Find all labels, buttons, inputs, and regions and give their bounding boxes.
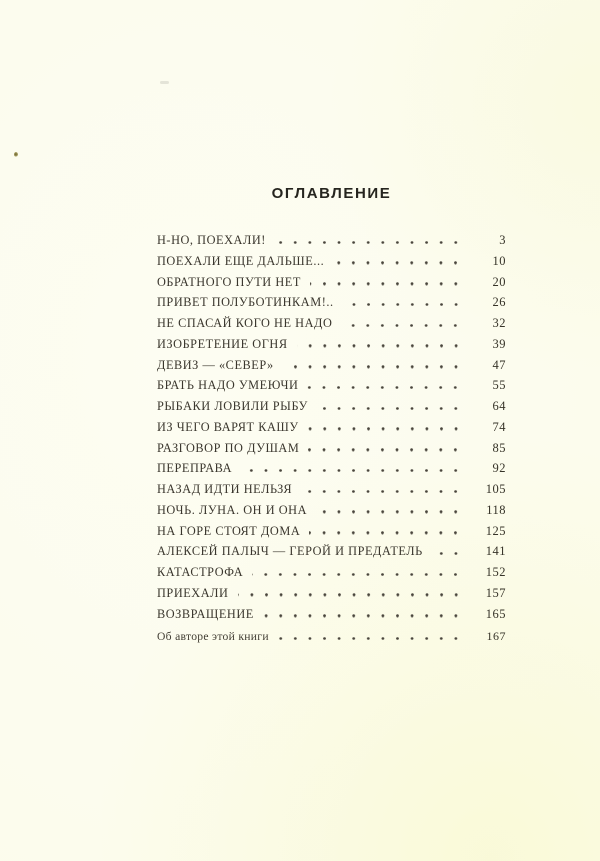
toc-entry: [157, 378, 506, 399]
toc-entry: [157, 544, 506, 565]
toc-entry-page: 165: [485, 606, 506, 621]
page-title: ОГЛАВЛЕНИЕ: [271, 185, 392, 202]
toc-entry-page: 85: [492, 440, 506, 455]
dot-leader: [299, 427, 476, 430]
toc-entry-label: ИЗОБРЕТЕНИЕ ОГНЯ: [157, 336, 288, 351]
toc-entry: [157, 586, 506, 607]
toc-entry-label: ПОЕХАЛИ ЕЩЕ ДАЛЬШЕ...: [157, 253, 325, 268]
toc-entry: [157, 482, 506, 503]
toc-entry-page: 167: [486, 629, 506, 643]
toc-entry: [157, 358, 506, 379]
dot-leader: [298, 386, 476, 389]
toc-entry-label: КАТАСТРОФА: [157, 565, 244, 579]
toc-entry-label: ОБРАТНОГО ПУТИ НЕТ: [157, 274, 301, 289]
toc-entry-page: 20: [492, 274, 506, 289]
toc-entry-page: 3: [499, 233, 506, 247]
dot-leader: [243, 573, 476, 576]
toc-entry-page: 32: [492, 316, 506, 330]
toc-entry-page: 64: [492, 399, 506, 413]
toc-entry: [157, 607, 506, 628]
dot-leader: [308, 407, 476, 410]
table-of-contents: [157, 233, 506, 627]
toc-entry-page: 74: [492, 419, 506, 434]
toc-entry-label: НА ГОРЕ СТОЯТ ДОМА: [157, 523, 301, 538]
dot-leader: [300, 531, 476, 534]
toc-entry-page: 105: [485, 482, 506, 496]
dot-leader: [288, 344, 476, 347]
dot-leader: [423, 552, 476, 555]
toc-entry: [157, 275, 506, 296]
toc-entry-page: 39: [492, 336, 506, 351]
toc-entry-page: 10: [492, 253, 506, 268]
toc-entry-label: ПРИЕХАЛИ: [157, 585, 229, 600]
toc-entry-label: Об авторе этой книги: [157, 630, 269, 643]
toc-entry: [157, 295, 506, 316]
toc-entry-page: 55: [492, 378, 506, 393]
dot-leader: [299, 448, 476, 451]
toc-entry-page: 141: [485, 544, 506, 559]
toc-entry: [157, 399, 506, 420]
dot-leader: [292, 490, 476, 493]
dot-leader: [334, 303, 476, 306]
dot-leader: [332, 324, 476, 327]
toc-entry-label: НАЗАД ИДТИ НЕЛЬЗЯ: [157, 482, 293, 496]
toc-entry: [157, 461, 506, 482]
toc-entry-label: ДЕВИЗ — «СЕВЕР»: [157, 357, 274, 372]
toc-entry-label: ВОЗВРАЩЕНИЕ: [157, 606, 254, 621]
toc-entry: [157, 420, 506, 441]
toc-entry-label: РАЗГОВОР ПО ДУШАМ: [157, 440, 300, 455]
toc-entry: [157, 316, 506, 337]
toc-entry-label: АЛЕКСЕЙ ПАЛЫЧ — ГЕРОЙ И ПРЕДАТЕЛЬ: [157, 544, 423, 559]
dot-leader: [307, 510, 476, 513]
paper-speck: [14, 152, 18, 157]
toc-entry: [157, 337, 506, 358]
toc-entry-page: 157: [485, 585, 506, 600]
dot-leader: [269, 637, 476, 640]
toc-entry: [157, 254, 506, 275]
dot-leader: [266, 241, 476, 244]
toc-entry-about-author: [157, 629, 506, 650]
toc-entry-label: ИЗ ЧЕГО ВАРЯТ КАШУ: [157, 419, 299, 434]
toc-entry: [157, 441, 506, 462]
toc-entry-label: НЕ СПАСАЙ КОГО НЕ НАДО: [157, 316, 333, 330]
toc-entry-label: Н-НО, ПОЕХАЛИ!: [157, 233, 266, 247]
toc-entry: [157, 233, 506, 254]
toc-entry: [157, 524, 506, 545]
toc-entry: [157, 503, 506, 524]
dot-leader: [324, 261, 476, 264]
toc-entry-label: ПЕРЕПРАВА: [157, 461, 233, 476]
toc-entry-page: 47: [492, 357, 506, 372]
dot-leader: [232, 469, 476, 472]
dot-leader: [301, 282, 476, 285]
dot-leader: [229, 593, 477, 596]
toc-entry-label: БРАТЬ НАДО УМЕЮЧИ: [157, 378, 299, 393]
toc-entry-page: 152: [485, 565, 506, 579]
toc-entry: [157, 565, 506, 586]
toc-entry-page: 92: [492, 461, 506, 476]
dot-leader: [254, 614, 476, 617]
toc-entry-page: 118: [486, 502, 506, 517]
toc-entry-page: 125: [485, 523, 506, 538]
toc-entry-label: ПРИВЕТ ПОЛУБОТИНКАМ!..: [157, 295, 334, 310]
paper-smudge: [160, 81, 169, 84]
dot-leader: [274, 365, 476, 368]
toc-entry-page: 26: [492, 295, 506, 310]
toc-entry-label: РЫБАКИ ЛОВИЛИ РЫБУ: [157, 399, 308, 413]
table-of-contents-footer: [157, 627, 506, 650]
toc-entry-label: НОЧЬ. ЛУНА. ОН И ОНА: [157, 502, 308, 517]
